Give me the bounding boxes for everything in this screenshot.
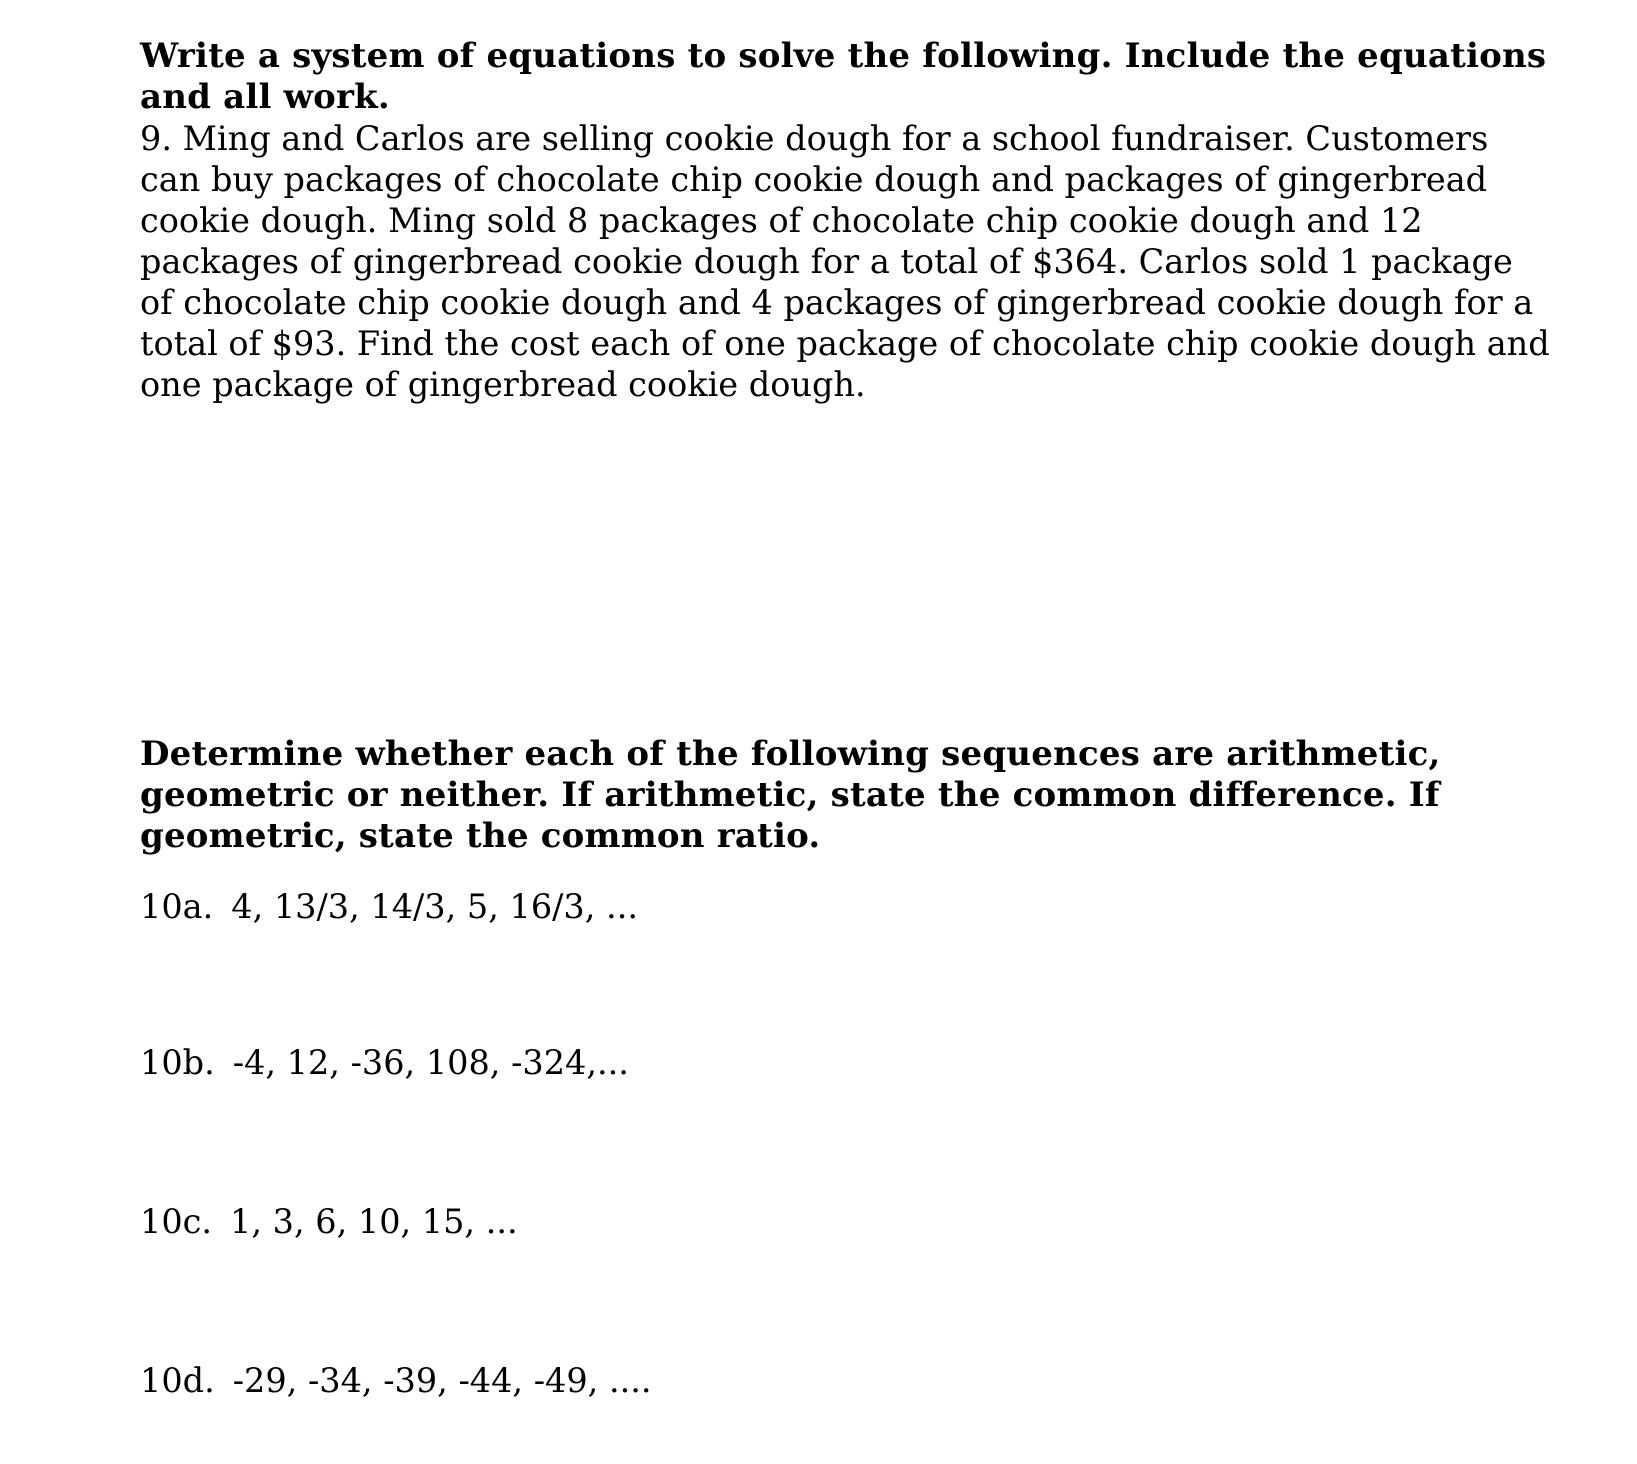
sequence-values: -29, -34, -39, -44, -49, .... xyxy=(232,1361,652,1400)
sequence-item-10b xyxy=(140,1042,629,1083)
sequence-label: 10a. xyxy=(140,887,214,926)
section-system-of-equations xyxy=(140,36,1550,405)
sequence-item-10c xyxy=(140,1201,518,1242)
sequence-values: 4, 13/3, 14/3, 5, 16/3, ... xyxy=(231,887,638,926)
sequence-item-10a xyxy=(140,886,638,927)
sequence-label: 10d. xyxy=(140,1361,215,1400)
sequence-label: 10b. xyxy=(140,1043,215,1082)
sequence-label: 10c. xyxy=(140,1202,213,1241)
sequence-values: 1, 3, 6, 10, 15, ... xyxy=(230,1202,518,1241)
section-sequences xyxy=(140,734,1550,857)
instruction-heading-1: Write a system of equations to solve the following. Include the equations and all work. xyxy=(140,36,1547,117)
problem-9-text: 9. Ming and Carlos are selling cookie dough for a school fundraiser. Customers can buy packages of chocolate chip cookie dough and packages of gingerbread cookie dough. Ming sold 8 packages of chocolate chip cookie dough and 12 packages of gingerbread cookie dough for a total of $364. Carlos sold 1 package of chocolate chip cookie dough and 4 packages of gingerbread cookie dough for a total of $93. Find the cost each of one package of chocolate chip cookie dough and one package of gingerbread cookie dough. xyxy=(140,119,1550,404)
instruction-heading-2: Determine whether each of the following sequences are arithmetic, geometric or neither. If arithmetic, state the common difference. If geometric, state the common ratio. xyxy=(140,734,1441,856)
sequence-item-10d xyxy=(140,1360,652,1401)
sequence-values: -4, 12, -36, 108, -324,... xyxy=(232,1043,629,1082)
